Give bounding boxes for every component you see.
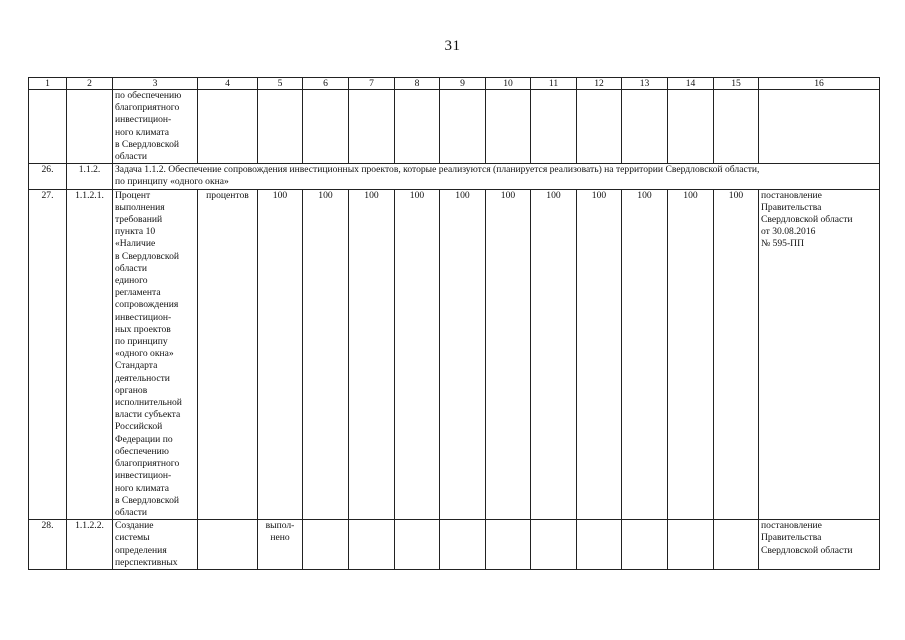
column-number: 12: [577, 78, 622, 90]
value-cell: [395, 90, 440, 164]
value-cell: 100: [486, 189, 531, 519]
column-number: 14: [668, 78, 714, 90]
column-number: 15: [714, 78, 759, 90]
row-number: 27.: [29, 189, 67, 519]
column-number: 6: [303, 78, 349, 90]
indicator-name: по обеспечению благоприятного инвестицион- ного климата в Свердловской области: [113, 90, 198, 164]
indicator-name: Создание системы определения перспективных: [113, 520, 198, 570]
column-number: 5: [258, 78, 303, 90]
value-cell: 100: [440, 189, 486, 519]
value-cell: [486, 520, 531, 570]
table-row: [29, 520, 880, 570]
unit: [198, 90, 258, 164]
value-cell: [395, 520, 440, 570]
value-cell: [577, 520, 622, 570]
page-number: 31: [444, 38, 461, 54]
value-cell: [303, 90, 349, 164]
value-cell: [531, 90, 577, 164]
indicator-name: Процент выполнения требований пункта 10 «Наличие в Свердловской области единого регламента сопровождения инвестицион- ных проектов по принципу «одного окна» Стандарта деятельности органов исполнительной власти субъекта Российской Федерации по обеспечению благоприятного инвестицион- ного климата в Свердловской области: [113, 189, 198, 519]
value-cell: [349, 90, 395, 164]
value-cell: [303, 520, 349, 570]
value-cell: [622, 90, 668, 164]
column-number: 2: [67, 78, 113, 90]
source-document: постановление Правительства Свердловской области: [759, 520, 880, 570]
value-cell: [577, 90, 622, 164]
row-code: 1.1.2.1.: [67, 189, 113, 519]
column-number: 16: [759, 78, 880, 90]
value-cell: 100: [577, 189, 622, 519]
value-cell: 100: [349, 189, 395, 519]
column-number: 11: [531, 78, 577, 90]
value-cell: [440, 520, 486, 570]
value-cell: [531, 520, 577, 570]
value-cell: 100: [303, 189, 349, 519]
unit: [198, 520, 258, 570]
value-cell: [668, 90, 714, 164]
task-title: Задача 1.1.2. Обеспечение сопровождения инвестиционных проектов, которые реализуются (планируется реализовать) на территории Свердловской области, по принципу «одного окна»: [113, 164, 880, 189]
indicators-table: [28, 77, 880, 570]
column-number: 10: [486, 78, 531, 90]
row-number: 26.: [29, 164, 67, 189]
value-cell: [349, 520, 395, 570]
value-cell: 100: [258, 189, 303, 519]
value-cell: 100: [714, 189, 759, 519]
row-code: [67, 90, 113, 164]
value-cell: [486, 90, 531, 164]
row-code: 1.1.2.2.: [67, 520, 113, 570]
value-cell: [440, 90, 486, 164]
task-row: [29, 164, 880, 189]
row-number: [29, 90, 67, 164]
row-code: 1.1.2.: [67, 164, 113, 189]
column-number: 8: [395, 78, 440, 90]
value-cell: 100: [531, 189, 577, 519]
value-cell: [258, 90, 303, 164]
value-cell: [714, 520, 759, 570]
table-row: [29, 90, 880, 164]
source-document: [759, 90, 880, 164]
source-document: постановление Правительства Свердловской области от 30.08.2016 № 595-ПП: [759, 189, 880, 519]
column-number: 9: [440, 78, 486, 90]
value-cell: 100: [668, 189, 714, 519]
table-row: [29, 189, 880, 519]
unit: процентов: [198, 189, 258, 519]
value-cell: 100: [622, 189, 668, 519]
column-number: 13: [622, 78, 668, 90]
value-cell: [668, 520, 714, 570]
column-number-row: [29, 78, 880, 90]
row-number: 28.: [29, 520, 67, 570]
value-cell: выпол- нено: [258, 520, 303, 570]
column-number: 4: [198, 78, 258, 90]
column-number: 1: [29, 78, 67, 90]
column-number: 3: [113, 78, 198, 90]
value-cell: [622, 520, 668, 570]
column-number: 7: [349, 78, 395, 90]
value-cell: [714, 90, 759, 164]
value-cell: 100: [395, 189, 440, 519]
